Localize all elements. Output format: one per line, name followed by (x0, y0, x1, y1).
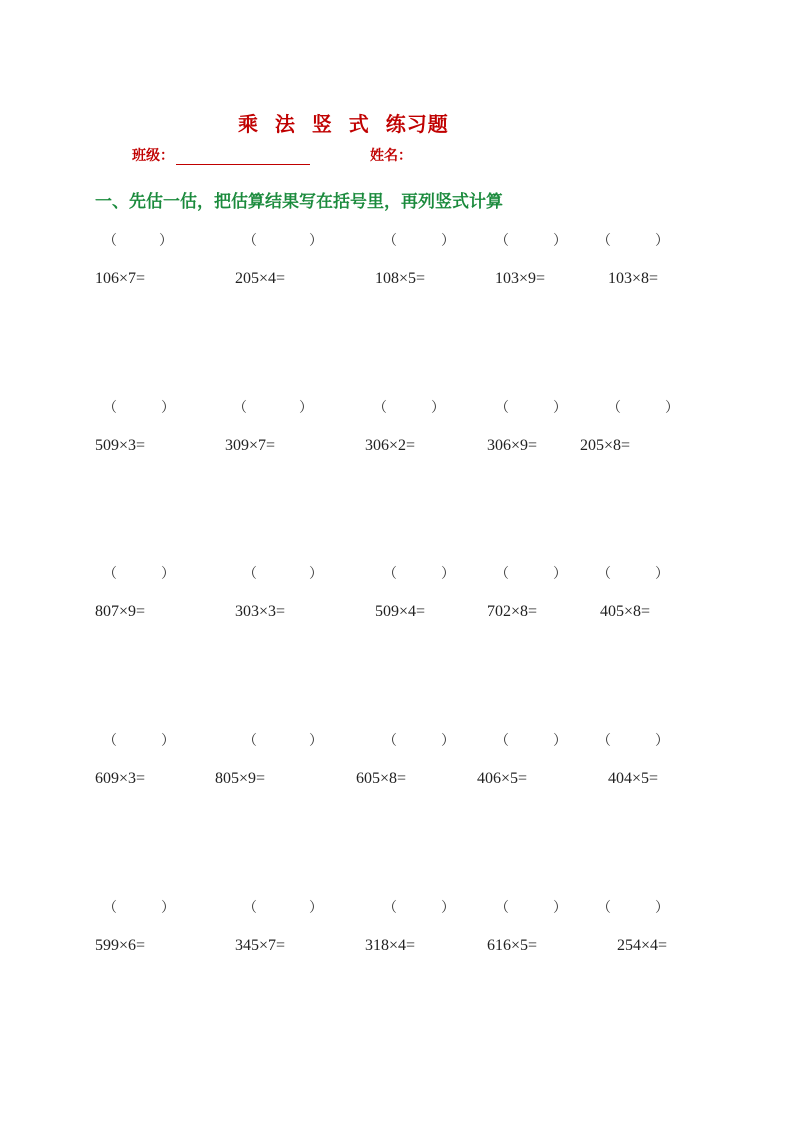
close-paren: ） (159, 233, 173, 249)
open-paren: （ (607, 400, 621, 416)
multiplication-problem: 103×8= (608, 270, 659, 287)
estimate-answer-blank[interactable] (233, 397, 313, 417)
estimate-answer-blank[interactable] (103, 730, 175, 750)
worksheet-title: 乘 法 竖 式 练习题 (238, 112, 449, 136)
multiplication-problem: 108×5= (375, 270, 426, 287)
estimate-answer-blank[interactable] (495, 563, 567, 583)
open-paren: （ (243, 900, 257, 916)
multiplication-problem: 254×4= (617, 937, 668, 954)
close-paren: ） (655, 566, 669, 582)
estimate-answer-blank[interactable] (383, 563, 455, 583)
open-paren: （ (597, 900, 611, 916)
estimate-answer-blank[interactable] (597, 730, 669, 750)
multiplication-problem: 702×8= (487, 603, 538, 620)
multiplication-problem: 205×8= (580, 437, 631, 454)
close-paren: ） (441, 900, 455, 916)
open-paren: （ (383, 233, 397, 249)
estimate-answer-blank[interactable] (597, 563, 669, 583)
close-paren: ） (161, 400, 175, 416)
problem-row (0, 230, 794, 310)
open-paren: （ (597, 233, 611, 249)
close-paren: ） (309, 566, 323, 582)
estimate-answer-blank[interactable] (597, 230, 669, 250)
multiplication-problem: 509×3= (95, 437, 146, 454)
open-paren: （ (495, 400, 509, 416)
class-blank-line (176, 150, 310, 165)
multiplication-problem: 404×5= (608, 770, 659, 787)
multiplication-problem: 807×9= (95, 603, 146, 620)
close-paren: ） (309, 733, 323, 749)
estimate-answer-blank[interactable] (243, 230, 323, 250)
close-paren: ） (655, 900, 669, 916)
close-paren: ） (553, 233, 567, 249)
open-paren: （ (495, 733, 509, 749)
open-paren: （ (383, 900, 397, 916)
problem-row (0, 397, 794, 477)
estimate-answer-blank[interactable] (607, 397, 679, 417)
open-paren: （ (243, 733, 257, 749)
open-paren: （ (103, 566, 117, 582)
open-paren: （ (243, 233, 257, 249)
problem-row (0, 563, 794, 643)
close-paren: ） (441, 233, 455, 249)
close-paren: ） (655, 733, 669, 749)
open-paren: （ (103, 233, 117, 249)
estimate-answer-blank[interactable] (103, 397, 175, 417)
estimate-answer-blank[interactable] (495, 230, 567, 250)
open-paren: （ (243, 566, 257, 582)
close-paren: ） (665, 400, 679, 416)
estimate-answer-blank[interactable] (243, 897, 323, 917)
close-paren: ） (553, 900, 567, 916)
close-paren: ） (161, 566, 175, 582)
close-paren: ） (299, 400, 313, 416)
problem-row (0, 730, 794, 810)
multiplication-problem: 406×5= (477, 770, 528, 787)
open-paren: （ (383, 733, 397, 749)
open-paren: （ (383, 566, 397, 582)
estimate-answer-blank[interactable] (243, 563, 323, 583)
estimate-answer-blank[interactable] (103, 230, 173, 250)
estimate-answer-blank[interactable] (597, 897, 669, 917)
open-paren: （ (495, 566, 509, 582)
estimate-answer-blank[interactable] (383, 230, 455, 250)
multiplication-problem: 616×5= (487, 937, 538, 954)
multiplication-problem: 405×8= (600, 603, 651, 620)
close-paren: ） (655, 233, 669, 249)
estimate-answer-blank[interactable] (495, 730, 567, 750)
estimate-answer-blank[interactable] (103, 563, 175, 583)
close-paren: ） (309, 900, 323, 916)
open-paren: （ (495, 900, 509, 916)
close-paren: ） (441, 733, 455, 749)
multiplication-problem: 306×9= (487, 437, 538, 454)
multiplication-problem: 306×2= (365, 437, 416, 454)
open-paren: （ (103, 400, 117, 416)
multiplication-problem: 609×3= (95, 770, 146, 787)
open-paren: （ (597, 566, 611, 582)
problem-row (0, 897, 794, 977)
close-paren: ） (309, 233, 323, 249)
class-label: 班级： (132, 148, 174, 164)
close-paren: ） (161, 900, 175, 916)
open-paren: （ (373, 400, 387, 416)
multiplication-problem: 205×4= (235, 270, 286, 287)
multiplication-problem: 303×3= (235, 603, 286, 620)
estimate-answer-blank[interactable] (495, 897, 567, 917)
multiplication-problem: 599×6= (95, 937, 146, 954)
multiplication-problem: 103×9= (495, 270, 546, 287)
estimate-answer-blank[interactable] (383, 730, 455, 750)
close-paren: ） (431, 400, 445, 416)
open-paren: （ (597, 733, 611, 749)
close-paren: ） (441, 566, 455, 582)
multiplication-problem: 605×8= (356, 770, 407, 787)
close-paren: ） (553, 566, 567, 582)
name-label: 姓名： (370, 148, 412, 164)
multiplication-problem: 309×7= (225, 437, 276, 454)
estimate-answer-blank[interactable] (495, 397, 567, 417)
multiplication-problem: 318×4= (365, 937, 416, 954)
open-paren: （ (103, 900, 117, 916)
estimate-answer-blank[interactable] (383, 897, 455, 917)
open-paren: （ (103, 733, 117, 749)
close-paren: ） (161, 733, 175, 749)
multiplication-problem: 345×7= (235, 937, 286, 954)
section-heading: 一、先估一估，把估算结果写在括号里，再列竖式计算 (95, 192, 503, 212)
open-paren: （ (233, 400, 247, 416)
multiplication-problem: 805×9= (215, 770, 266, 787)
name-field (370, 145, 412, 165)
close-paren: ） (553, 400, 567, 416)
multiplication-problem: 106×7= (95, 270, 146, 287)
class-field (132, 145, 310, 165)
estimate-answer-blank[interactable] (243, 730, 323, 750)
open-paren: （ (495, 233, 509, 249)
estimate-answer-blank[interactable] (103, 897, 175, 917)
close-paren: ） (553, 733, 567, 749)
estimate-answer-blank[interactable] (373, 397, 445, 417)
multiplication-problem: 509×4= (375, 603, 426, 620)
